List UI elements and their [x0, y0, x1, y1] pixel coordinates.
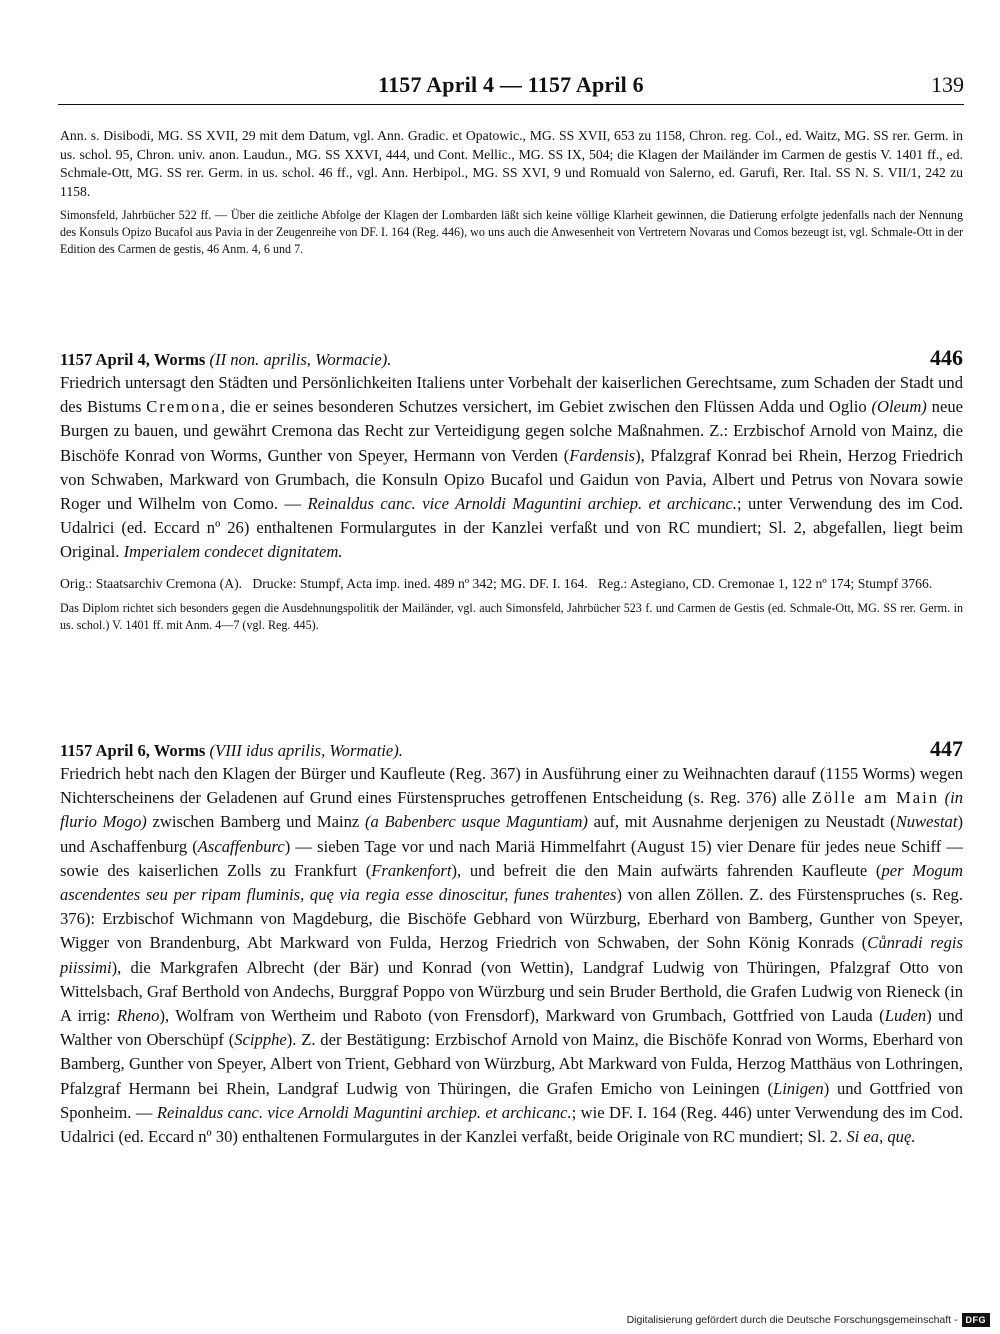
text-run: neue Burgen zu bauen, und gewährt Cremona das Recht zur Verteidigung gegen solche Maßnahmen. Z.: Erzbischof Arnold von Mainz, die Bischöfe Konrad von Worms, Gunther von Speyer, Hermann von Verden ( — [60, 397, 963, 465]
text-run: ) und Walther von Oberschüpf ( — [60, 1006, 964, 1050]
regest-number: 447 — [930, 736, 963, 761]
text-run: ), die Markgrafen Albrecht (der Bär) und Konrad (von Wettin), Landgraf Ludwig von Thüringen, Pfalzgraf Otto von Wittelsbach, Graf Berthold von Andechs, Burggraf Poppo von Würzburg und sein Bruder Berthold, die Grafen Ludwig von Rieneck (in A irrig: — [60, 957, 963, 1026]
text-run: Friedrich untersagt den Städten und Persönlichkeiten Italiens unter Vorbehalt der kaiserlichen Gerechtsame, zum Schaden der Stadt und des Bistums — [60, 373, 963, 417]
text-run: ) von allen Zöllen. Z. des Fürstenspruches (s. Reg. 376): Erzbischof Wichmann von Magdeburg, die Bischöfe Gebhard von Würzburg, Eberhard von Bamberg, Gunther von Speyer, Wigger von Brandenburg, Abt Markward von Fulda, Herzog Friedrich von Schwaben, der Sohn König Konrads ( — [60, 885, 963, 953]
text-run: ) und Gottfried von Sponheim. — — [60, 1078, 963, 1122]
regest-sources: Orig.: Staatsarchiv Cremona (A). Drucke: Stumpf, Acta imp. ined. 489 nº 342; MG. DF. I. 164. Reg.: Astegiano, CD. Cremonae 1, 122 nº 174; Stumpf 3766. — [60, 575, 933, 591]
running-head — [58, 70, 964, 105]
regest-body — [60, 371, 963, 565]
footer-text: Digitalisierung gefördert durch die Deutsche Forschungsgemeinschaft - — [626, 1314, 958, 1326]
regest-note: Das Diplom richtet sich besonders gegen die Ausdehnungspolitik der Mailänder, vgl. auch Simonsfeld, Jahrbücher 523 f. und Carmen de Gestis (ed. Schmale-Ott, MG. SS rer. Germ. in us. schol.) V. 1401 ff. mit Anm. 4—7 (vgl. Reg. 445). — [60, 601, 963, 633]
regest-447 — [60, 736, 964, 1149]
dfg-logo: DFG — [962, 1313, 991, 1327]
italic-text: Nuwestat — [895, 812, 958, 832]
text-run: ; wie DF. I. 164 (Reg. 446) unter Verwendung des im Cod. Udalrici (ed. Eccard nº 30) enthaltenen Formulargutes in der Kanzlei verfaßt, beide Originale von RC mundiert; Sl. 2. — [60, 1102, 963, 1147]
text-run: ), Wolfram von Wertheim und Raboto (von Frensdorf), Markward von Grumbach, Gottfried von Lauda ( — [159, 1006, 885, 1026]
italic-text: (a Babenberc usque Maguntiam) — [364, 812, 588, 832]
text-run: ) — sieben Tage vor und nach Mariä Himmelfahrt (August 15) vier Denare für jedes neue Schiff — sowie des kaiserlichen Zolls zu Frankfurt ( — [60, 836, 963, 880]
text-run: auf, mit Ausnahme derjenigen zu Neustadt ( — [587, 812, 896, 832]
italic-text: Rheno — [117, 1006, 160, 1026]
italic-text: (in flurio Mogo) — [60, 788, 963, 832]
italic-text: Linigen — [772, 1078, 824, 1098]
text-run: , die er seines besonderen Schutzes versichert, im Gebiet zwischen den Flüssen Adda und Oglio — [221, 397, 872, 417]
note-paragraph: Ann. s. Disibodi, MG. SS XVII, 29 mit dem Datum, vgl. Ann. Gradic. et Opatowic., MG. SS XVII, 653 zu 1158, Chron. reg. Col., ed. Waitz, MG. SS rer. Germ. in us. schol. 95, Chron. univ. anon. Laudun., MG. SS XXVI, 444, und Cont. Mellic., MG. SS IX, 504; die Klagen der Mailänder im Carmen de gestis V. 1401 ff., ed. Schmale-Ott, MG. SS rer. Germ. in us. schol. 46 ff., vgl. Ann. Herbipol., MG. SS XVI, 9 und Romuald von Salerno, ed. Garufi, Rer. Ital. SS N. S. VII/1, 242 zu 1158. — [60, 128, 963, 199]
regest-original-date: (II non. aprilis, Wormacie). — [209, 350, 392, 369]
regest-date: 1157 April 4, Worms — [60, 350, 206, 369]
digitization-footer — [627, 1308, 990, 1332]
italic-text: Si ea, quę. — [846, 1127, 916, 1147]
italic-text: Scipphe — [234, 1030, 287, 1050]
regest-heading — [60, 736, 963, 762]
spaced-text: Cremona — [146, 397, 222, 417]
regest-original-date: (VIII idus aprilis, Wormatie). — [209, 741, 403, 760]
italic-text: Reinaldus canc. vice Arnoldi Maguntini archiep. et archicanc. — [307, 494, 737, 514]
text-run: ). Z. der Bestätigung: Erzbischof Arnold von Mainz, die Bischöfe Konrad von Worms, Eberhard von Bamberg, Gunther von Speyer, Albert von Trient, Gebhard von Würzburg, Abt Markward von Fulda, Herzog Matthäus von Lothringen, Pfalzgraf Hermann bei Rhein, Landgraf Ludwig von Thüringen, die Grafen Emicho von Leiningen ( — [60, 1030, 963, 1098]
italic-text: Ascaffenburc — [197, 836, 285, 856]
regest-number: 446 — [930, 345, 963, 370]
text-run: ), und befreit die den Main aufwärts fahrenden Kaufleute ( — [451, 860, 882, 880]
spaced-text: Zölle am Main — [811, 788, 940, 808]
italic-text: Imperialem condecet dignitatem. — [123, 542, 343, 562]
italic-text: Reinaldus canc. vice Arnoldi Maguntini archiep. et archicanc. — [156, 1102, 572, 1122]
regest-heading — [60, 345, 963, 371]
italic-text: Luden — [884, 1006, 927, 1026]
regest-body — [60, 762, 963, 1149]
note-paragraph-small: Simonsfeld, Jahrbücher 522 ff. — Über die zeitliche Abfolge der Klagen der Lombarden läßt sich keine völlige Klarheit gewinnen, die Datierung erfolgte jedenfalls nach der Nennung des Konsuls Opizo Bucafol aus Pavia in der Zeugenreihe von DF. I. 164 (Reg. 446), wo uns auch die Anwesenheit von Vertretern Novaras und Comos bezeugt ist, vgl. Schmale-Ott in der Edition des Carmen de gestis, 46 Anm. 4, 6 und 7. — [60, 208, 963, 256]
page-number: 139 — [931, 72, 964, 97]
italic-text: Cůnradi regis piissimi — [60, 933, 963, 977]
running-title: 1157 April 4 — 1157 April 6 — [378, 72, 644, 97]
regest-date: 1157 April 6, Worms — [60, 741, 206, 760]
text-run: ) und Aschaffenburg ( — [60, 812, 963, 856]
italic-text: (Oleum) — [871, 397, 927, 417]
text-run: ), Pfalzgraf Konrad bei Rhein, Herzog Friedrich von Schwaben, Markward von Grumbach, die Konsuln Opizo Bucafol und Gaidun von Pavia, Albert und Petrus von Novara sowie Roger und Wilhelm von Como. — — [60, 445, 963, 514]
italic-text: Frankenfort — [371, 860, 452, 880]
regest-446 — [60, 345, 963, 634]
text-run: ; unter Verwendung des im Cod. Udalrici (ed. Eccard nº 26) enthaltenen Formulargutes in der Kanzlei verfaßt und von RC mundiert; Sl. 2, abgefallen, liegt beim Original. — [60, 494, 963, 562]
text-run: zwischen Bamberg und Mainz — [146, 812, 365, 832]
italic-text: per Mogum ascendentes seu per ripam fluminis, quę via regia esse dinoscitur, funes trahentes — [60, 860, 963, 905]
top-notes — [60, 127, 963, 258]
text-run: Friedrich hebt nach den Klagen der Bürger und Kaufleute (Reg. 367) in Ausführung einer zu Weihnachten darauf (1155 Worms) wegen Nichterscheinens der Geladenen auf Grund eines Fürstenspruches getroffenen Entscheidung (s. Reg. 376) alle — [60, 764, 963, 808]
italic-text: Fardensis — [569, 445, 636, 465]
